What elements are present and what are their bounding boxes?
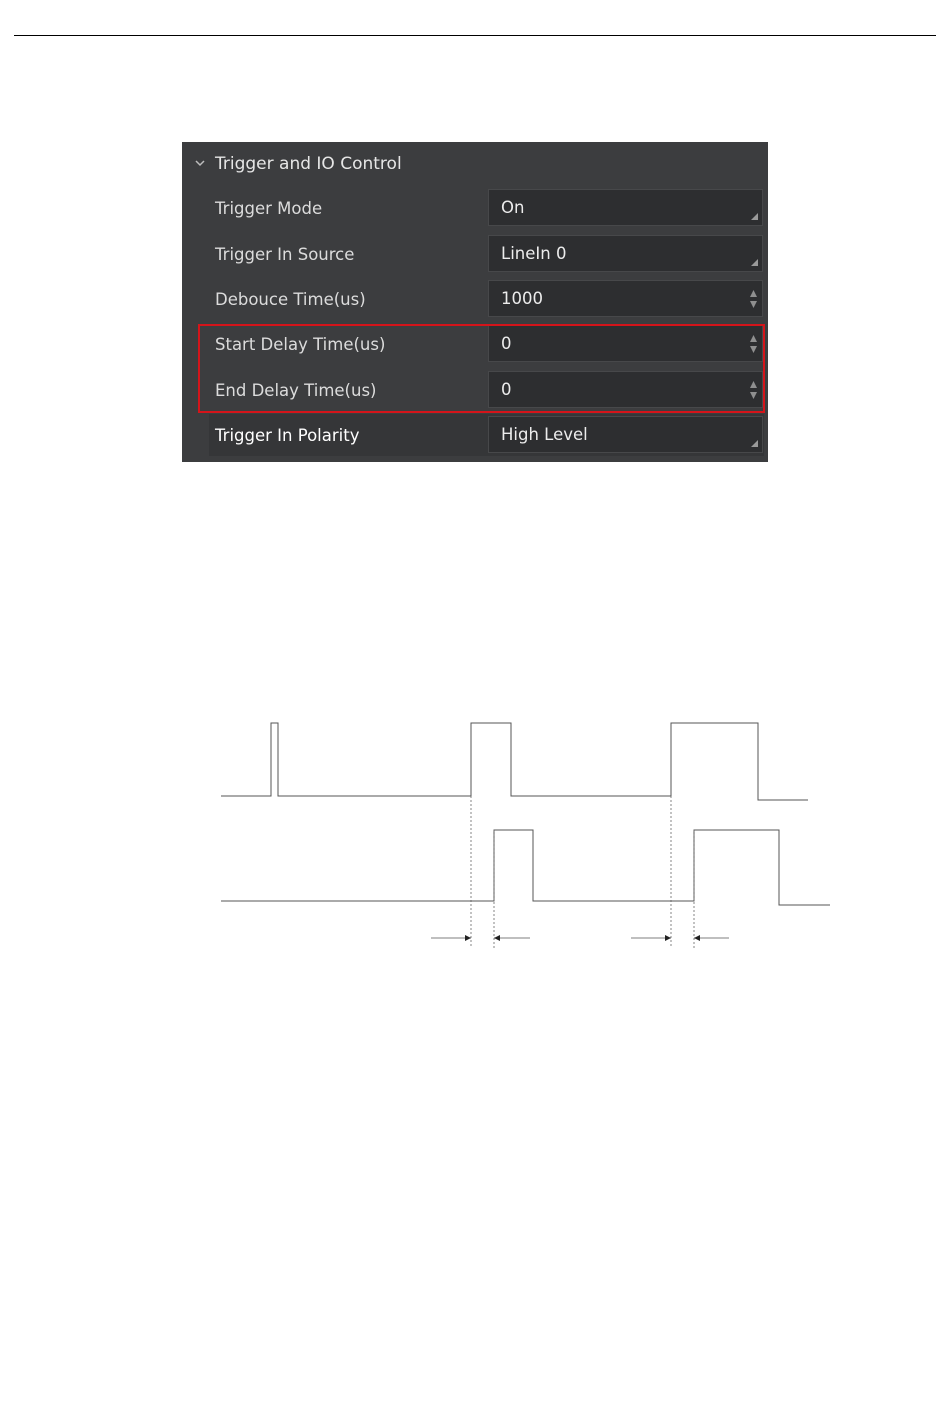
trigger-mode-dropdown[interactable] [488,189,763,226]
dropdown-corner-icon [751,259,758,266]
end-delay-time-value: 0 [501,380,512,399]
row-trigger-in-polarity [209,413,764,458]
trigger-mode-label: Trigger Mode [215,199,323,218]
row-trigger-in-source [209,232,764,277]
end-delay-time-label: End Delay Time(us) [215,381,377,400]
trigger-in-polarity-dropdown[interactable] [488,416,763,453]
trigger-in-polarity-value: High Level [501,425,588,444]
debounce-time-spinner[interactable] [488,280,763,317]
trigger-in-polarity-label: Trigger In Polarity [215,426,360,445]
arrow-head [665,935,671,941]
trigger-in-source-dropdown[interactable] [488,235,763,272]
page-header-rule [14,35,936,36]
spinner-arrows-icon[interactable] [749,289,758,309]
delay-settings-highlight [198,324,765,413]
start-delay-time-value: 0 [501,334,512,353]
trigger-in-source-label: Trigger In Source [215,245,355,264]
delayed-trigger-signal [221,830,830,905]
arrow-head [494,935,500,941]
start-delay-time-label: Start Delay Time(us) [215,335,386,354]
debounce-time-label: Debouce Time(us) [215,290,366,309]
debounce-time-value: 1000 [501,289,543,308]
arrow-head [694,935,700,941]
trigger-in-source-value: LineIn 0 [501,244,567,263]
trigger-timing-diagram [210,710,835,955]
panel-title: Trigger and IO Control [215,154,402,174]
trigger-mode-value: On [501,198,525,217]
panel-header[interactable] [182,142,768,186]
dropdown-corner-icon [751,213,758,220]
row-trigger-mode [209,186,764,231]
trigger-io-control-panel [182,142,768,462]
row-debounce-time [209,277,764,322]
arrow-head [465,935,471,941]
input-trigger-signal [221,723,808,800]
dropdown-corner-icon [751,440,758,447]
chevron-down-icon[interactable] [195,142,205,186]
